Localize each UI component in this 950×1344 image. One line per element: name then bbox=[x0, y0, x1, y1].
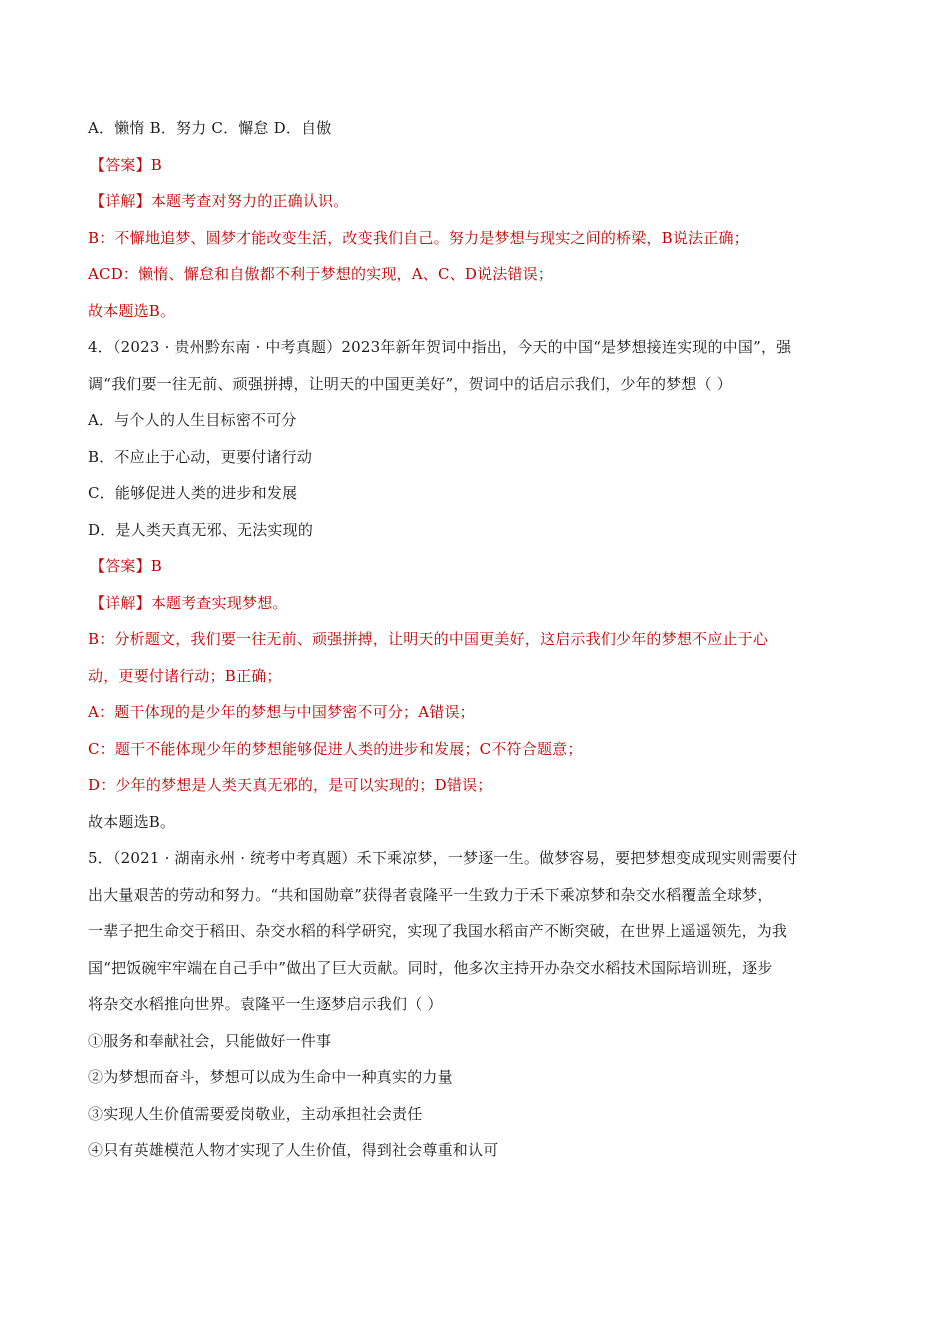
q4-explain-line-4: C：题干不能体现少年的梦想能够促进人类的进步和发展；C不符合题意； bbox=[88, 739, 583, 758]
q4-explain-line-2: 动，更要付诸行动；B正确； bbox=[88, 666, 282, 685]
q4-explain-line-3: A：题干体现的是少年的梦想与中国梦密不可分；A错误； bbox=[88, 703, 475, 721]
q4-option-c: C．能够促进人类的进步和发展 bbox=[88, 484, 298, 502]
q4-answer: 【答案】B bbox=[90, 557, 163, 575]
q4-explain-line-1: B：分析题文，我们要一往无前、顽强拼搏，让明天的中国更美好，这启示我们少年的梦想不应止于心 bbox=[88, 630, 769, 648]
q3-answer: 【答案】B bbox=[90, 155, 163, 174]
q3-conclusion: 故本题选B。 bbox=[88, 301, 176, 320]
q5-stem-line-5: 将杂交水稻推向世界。袁隆平一生逐梦启示我们（ ） bbox=[88, 995, 443, 1013]
q4-explain bbox=[88, 585, 868, 622]
q5-stem-line-2: 出大量艰苦的劳动和努力。“共和国勋章”获得者袁隆平一生致力于禾下乘凉梦和杂交水稻覆盖全球梦， bbox=[88, 885, 773, 904]
q4-explain-line-5: D：少年的梦想是人类天真无邪的，是可以实现的；D错误； bbox=[88, 776, 493, 794]
q4-option-d: D．是人类天真无邪、无法实现的 bbox=[88, 520, 314, 539]
q4-explain-tag: 【详解】 bbox=[90, 593, 151, 612]
q5-item-1: ①服务和奉献社会，只能做好一件事 bbox=[88, 1031, 332, 1050]
q3-explain-line-1: B：不懈地追梦、圆梦才能改变生活，改变我们自己。努力是梦想与现实之间的桥梁，B说法正确； bbox=[88, 228, 749, 247]
q5-item-4: ④只有英雄模范人物才实现了人生价值，得到社会尊重和认可 bbox=[88, 1141, 499, 1159]
q5-item-2: ②为梦想而奋斗，梦想可以成为生命中一种真实的力量 bbox=[88, 1068, 453, 1086]
q4-stem-line-1: 4．（2023 · 贵州黔东南 · 中考真题）2023年新年贺词中指出，今天的中国“是梦想接连实现的中国”，强 bbox=[88, 338, 792, 356]
q4-conclusion: 故本题选B。 bbox=[88, 812, 176, 831]
q3-options: A．懒惰 B．努力 C．懈怠 D．自傲 bbox=[88, 119, 332, 137]
q3-explain bbox=[88, 183, 868, 220]
q5-stem-line-3: 一辈子把生命交于稻田、杂交水稻的科学研究，实现了我国水稻亩产不断突破，在世界上遥遥领先，为我 bbox=[88, 922, 788, 940]
q5-item-3: ③实现人生价值需要爱岗敬业，主动承担社会责任 bbox=[88, 1104, 423, 1123]
q4-option-b: B．不应止于心动，更要付诸行动 bbox=[88, 447, 313, 466]
q3-explain-line-2: ACD：懒惰、懈怠和自傲都不利于梦想的实现，A、C、D说法错误； bbox=[88, 265, 554, 283]
q4-stem-line-2: 调“我们要一往无前、顽强拼搏，让明天的中国更美好”，贺词中的话启示我们，少年的梦想（ ） bbox=[88, 374, 732, 393]
q3-explain-text: 本题考查对努力的正确认识。 bbox=[150, 192, 349, 210]
q4-option-a: A．与个人的人生目标密不可分 bbox=[88, 411, 297, 429]
q5-stem-line-4: 国“把饭碗牢牢端在自己手中”做出了巨大贡献。同时，他多次主持开办杂交水稻技术国际培训班，逐步 bbox=[88, 958, 773, 977]
q4-explain-text: 本题考查实现梦想。 bbox=[150, 593, 288, 612]
q5-stem-line-1: 5．（2021 · 湖南永州 · 统考中考真题）禾下乘凉梦，一梦逐一生。做梦容易，要把梦想变成现实则需要付 bbox=[88, 849, 798, 867]
document-page bbox=[88, 110, 868, 1169]
q3-explain-tag: 【详解】 bbox=[90, 192, 151, 210]
